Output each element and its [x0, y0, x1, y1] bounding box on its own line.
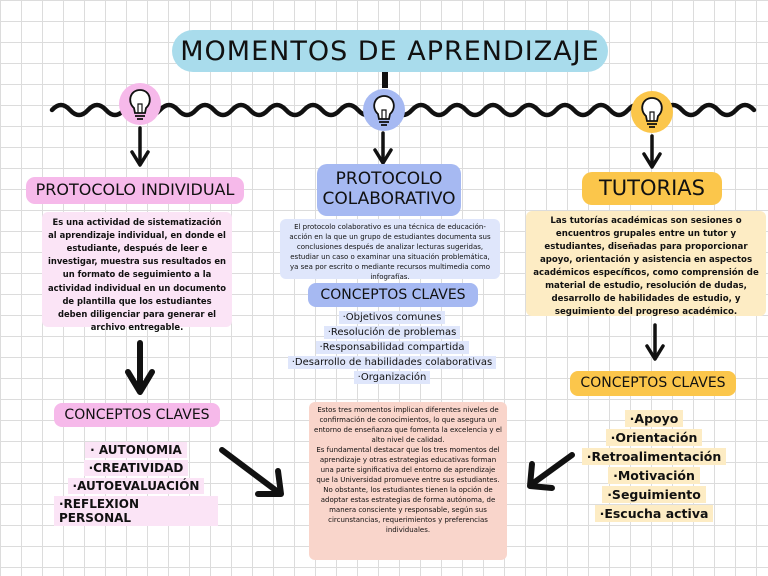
colaborativo-description: El protocolo colaborativo es una técnica de educación-acción en la que un grupo de estudiantes documenta sus conclusiones después de analizar lecturas sugeridas, estudiar un caso o examinar una situación problemática, ya sea por escrito o mediante recursos multimedia como infografías. — [280, 219, 500, 279]
arrow-diagonal-icon — [222, 450, 281, 494]
lightbulb-icon — [119, 83, 161, 125]
lightbulb-icon — [363, 89, 405, 131]
list-item: · AUTONOMIA — [85, 442, 187, 458]
list-item: ·Organización — [354, 371, 431, 384]
colaborativo-concepts-list — [282, 311, 502, 384]
arrow-down-icon — [132, 128, 148, 165]
arrow-down-icon — [128, 343, 152, 392]
conclusion-text — [309, 402, 507, 560]
list-item: ·Responsabilidad compartida — [316, 341, 469, 354]
list-item: ·Orientación — [606, 429, 703, 446]
colaborativo-concepts-heading: CONCEPTOS CLAVES — [308, 283, 478, 307]
individual-description: Es una actividad de sistematización al aprendizaje individual, en donde el estudiante, después de leer e investigar, muestra sus resultados en un formato de seguimiento a la actividad individual en un documento de plantilla que los estudiantes deben diligenciar para generar el archivo entregable. — [42, 212, 232, 327]
list-item: ·Motivación — [608, 467, 700, 484]
list-item: ·AUTOEVALUACIÓN — [68, 478, 205, 494]
colaborativo-heading: PROTOCOLO COLABORATIVO — [317, 164, 461, 216]
individual-concepts-list — [54, 442, 218, 526]
arrow-down-icon — [375, 133, 391, 163]
list-item: ·Objetivos comunes — [339, 311, 446, 324]
arrow-down-icon — [644, 136, 660, 167]
arrow-diagonal-icon — [530, 455, 572, 488]
list-item: ·Seguimiento — [602, 486, 706, 503]
list-item: ·Resolución de problemas — [324, 326, 461, 339]
tutorias-heading: TUTORIAS — [582, 172, 722, 205]
lightbulb-icon — [631, 91, 673, 133]
individual-heading: PROTOCOLO INDIVIDUAL — [26, 177, 244, 204]
tutorias-description: Las tutorías académicas son sesiones o encuentros grupales entre un tutor y estudiantes, diseñadas para proporcionar apoyo, orientación y asistencia en aspectos académicos específicos, como comprensión de material de estudio, resolución de dudas, desarrollo de habilidades de estudio, y seguimiento del progreso académico. — [526, 211, 766, 316]
list-item: ·CREATIVIDAD — [84, 460, 189, 476]
list-item: ·Desarrollo de habilidades colaborativas — [288, 356, 497, 369]
list-item: ·Retroalimentación — [582, 448, 727, 465]
tutorias-concepts-heading: CONCEPTOS CLAVES — [570, 371, 736, 396]
individual-concepts-heading: CONCEPTOS CLAVES — [54, 403, 220, 427]
list-item: ·REFLEXION PERSONAL — [54, 496, 218, 526]
list-item: ·Escucha activa — [595, 505, 714, 522]
conclusion-paragraph-2: Es fundamental destacar que los tres momentos del aprendizaje y otras estrategias educativas forman una parte significativa del entorno de aprendizaje que la Universidad promueve entre sus estudiantes. No obstante, los estudiantes tienen la opción de adoptar estas estrategias de forma autónoma, de manera consciente y responsable, según sus circunstancias, requerimientos y preferencias individuales. — [316, 446, 500, 534]
list-item: ·Apoyo — [625, 410, 684, 427]
tutorias-concepts-list — [582, 410, 726, 522]
arrow-down-icon — [647, 325, 663, 359]
conclusion-paragraph-1: Estos tres momentos implican diferentes niveles de confirmación de conocimientos, lo que asegura un entorno de enseñanza que fomenta la excelencia y el alto nivel de calidad. — [314, 406, 502, 444]
page-title: MOMENTOS DE APRENDIZAJE — [172, 30, 608, 72]
